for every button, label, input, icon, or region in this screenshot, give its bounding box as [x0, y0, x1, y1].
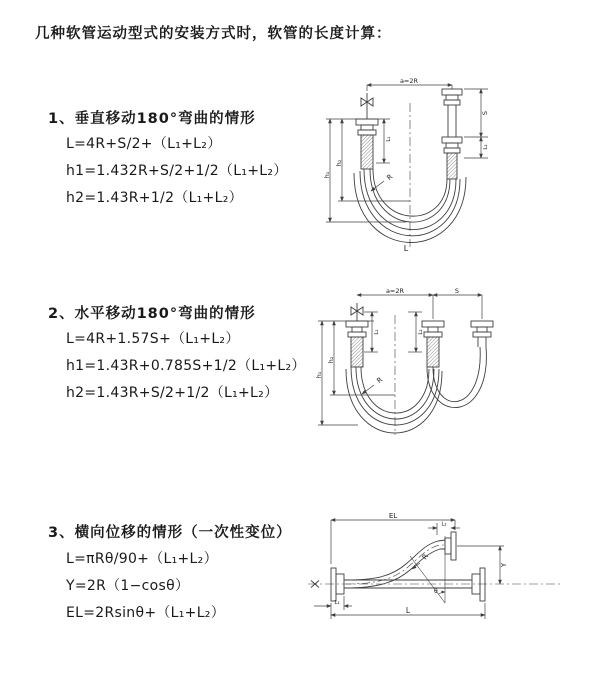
dimension-lines [326, 85, 488, 222]
left-flange [346, 321, 368, 337]
dim-label-el: EL [388, 512, 398, 520]
formula-line: Y=2R（1−cosθ） [66, 578, 190, 594]
dim-label-l1: L₁ [374, 329, 380, 335]
dim-label-h1: h₁ [315, 371, 323, 379]
length-label: L [405, 606, 411, 615]
s-curve-hose [346, 540, 445, 588]
dimension-lines [318, 295, 482, 425]
dim-label-y: Y [500, 562, 508, 568]
dim-label-a2r: a=2R [399, 77, 419, 85]
right-flange [471, 321, 493, 347]
dim-label-l2: L₂ [483, 144, 489, 150]
dim-label-a2r: a=2R [385, 287, 405, 295]
dim-label-l2: L₂ [418, 329, 424, 335]
dim-label-s: S [481, 110, 489, 116]
section1-formulas [66, 131, 288, 212]
formula-line: h1=1.432R+S/2+1/2（L₁+L₂） [66, 163, 288, 179]
hose-drawing [346, 303, 493, 435]
diagram-labels [323, 77, 489, 253]
diagram-labels [315, 287, 459, 385]
dim-label-l1: L₁ [334, 600, 340, 606]
angle-label: θ [434, 588, 438, 595]
formula-line: L=4R+1.57S+（L₁+L₂） [66, 331, 240, 347]
right-flange-stack [442, 89, 462, 153]
formula-line: L=4R+S/2+（L₁+L₂） [66, 136, 222, 152]
formula-line: L=πRθ/90+（L₁+L₂） [66, 551, 218, 567]
section3-formulas [66, 546, 225, 627]
formula-line: EL=2Rsinθ+（L₁+L₂） [66, 605, 226, 621]
braid-section-left [351, 337, 363, 367]
dim-label-h1: h₁ [323, 171, 331, 179]
dim-label-l2: L₂ [441, 521, 447, 528]
left-flange [331, 568, 344, 601]
braid-section-left [361, 135, 373, 169]
diagram-vertical-180-bend [318, 75, 590, 255]
formula-line: h2=1.43R+S/2+1/2（L₁+L₂） [66, 385, 279, 401]
radius-label: R [385, 172, 395, 183]
hose-drawing [354, 89, 466, 247]
page-title: 几种软管运动型式的安装方式时，软管的长度计算： [35, 26, 392, 42]
left-flange [356, 119, 378, 135]
valve-icon [361, 93, 373, 119]
diagram-lateral-displacement [300, 508, 600, 648]
section2-formulas [66, 326, 306, 407]
formula-line: h2=1.43R+1/2（L₁+L₂） [66, 190, 243, 206]
right-flange [472, 568, 485, 601]
dim-label-h2: h₂ [327, 356, 335, 364]
length-label: L [403, 244, 409, 253]
middle-flange [422, 321, 444, 337]
diagram-horizontal-180-bend [312, 285, 600, 465]
radius-label: R [420, 552, 431, 562]
dim-label-s: S [454, 287, 460, 295]
section2-heading: 2、水平移动180°弯曲的情形 [48, 306, 256, 322]
dim-label-h2: h₂ [335, 159, 343, 167]
dim-label-l1: L₁ [386, 136, 392, 142]
dimension-lines [314, 520, 504, 619]
braid-section-middle [427, 337, 439, 367]
section3-heading: 3、横向位移的情形（一次性变位） [48, 525, 292, 541]
radius-leader [371, 181, 384, 191]
diagram-labels [334, 512, 508, 615]
displaced-flange [445, 532, 456, 560]
section1-heading: 1、垂直移动180°弯曲的情形 [48, 111, 256, 127]
braid-section-right [447, 153, 457, 179]
radius-label: R [375, 375, 385, 386]
valve-icon [351, 303, 363, 321]
formula-line: h1=1.43R+0.785S+1/2（L₁+L₂） [66, 358, 306, 374]
